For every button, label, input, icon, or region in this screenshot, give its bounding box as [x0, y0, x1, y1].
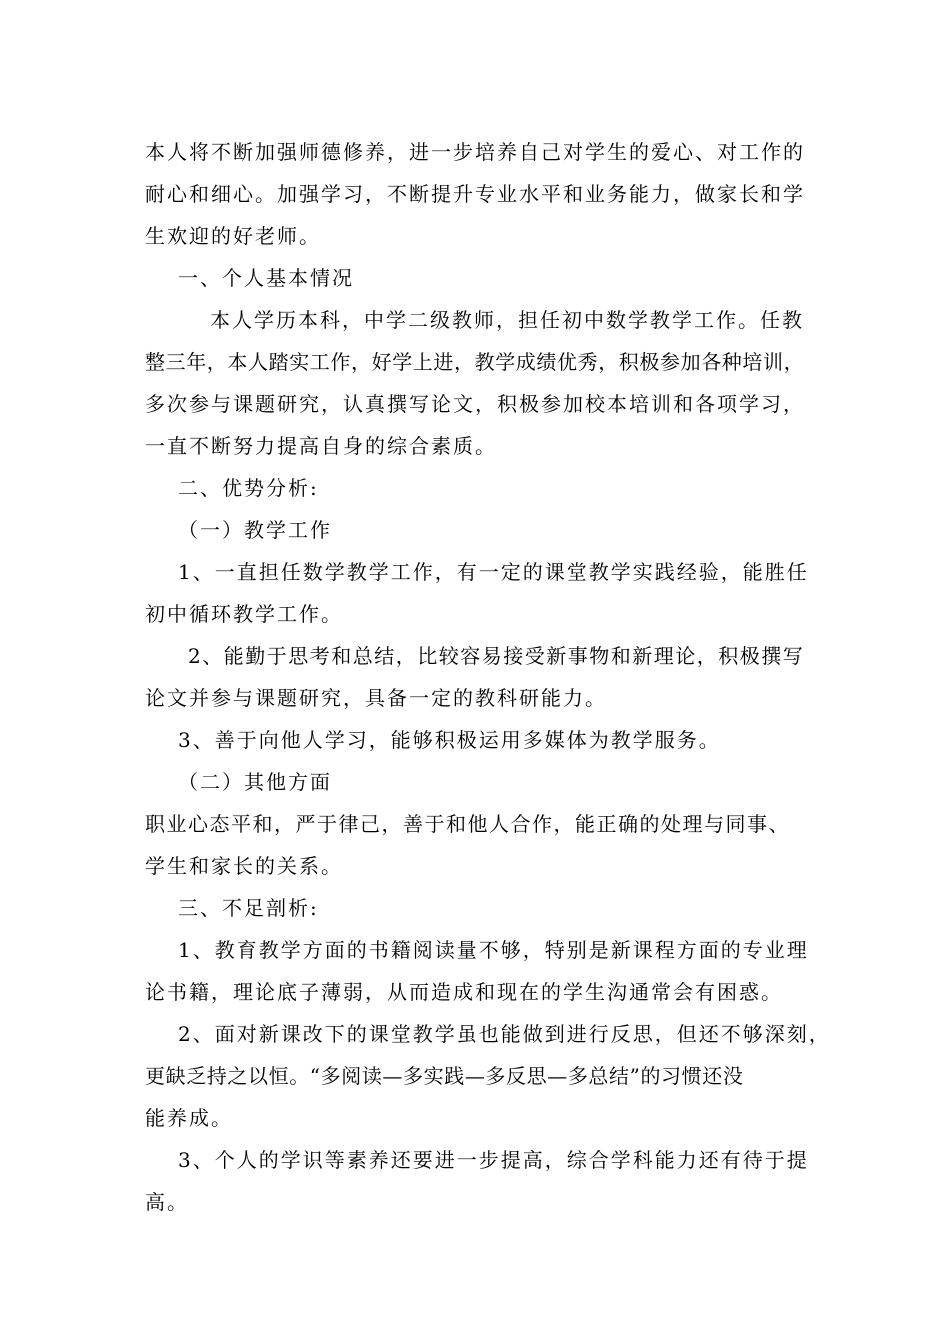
- paragraph-line: 论书籍，理论底子薄弱，从而造成和现在的学生沟通常会有困惑。: [145, 980, 783, 1004]
- section-heading: 一、个人基本情况: [178, 266, 354, 290]
- paragraph-line: 学生和家长的关系。: [145, 854, 343, 878]
- list-item: 2、面对新课改下的课堂教学虽也能做到进行反思，但还不够深刻，: [178, 1022, 831, 1046]
- list-item: 1、教育教学方面的书籍阅读量不够，特别是新课程方面的专业理: [178, 938, 809, 962]
- paragraph-line: 耐心和细心。加强学习，不断提升专业水平和业务能力，做家长和学: [145, 182, 805, 206]
- list-item: 2、能勤于思考和总结，比较容易接受新事物和新理论，积极撰写: [188, 644, 805, 668]
- section-heading: 二、优势分析:: [178, 476, 319, 500]
- list-item: 1、一直担任数学教学工作，有一定的课堂教学实践经验，能胜任: [178, 560, 809, 584]
- paragraph-line: 本人将不断加强师德修养，进一步培养自己对学生的爱心、对工作的: [145, 140, 805, 164]
- paragraph-line: 初中循环教学工作。: [145, 602, 343, 626]
- paragraph-line: 高。: [145, 1190, 189, 1214]
- subsection-heading: （二）其他方面: [178, 770, 332, 794]
- list-item: 3、善于向他人学习，能够积极运用多媒体为教学服务。: [178, 728, 721, 752]
- list-item: 3、个人的学识等素养还要进一步提高，综合学科能力还有待于提: [178, 1148, 809, 1172]
- section-heading: 三、不足剖析:: [178, 896, 319, 920]
- paragraph-line: 更缺乏持之以恒。“多阅读—多实践—多反思—多总结”的习惯还没: [145, 1064, 744, 1088]
- subsection-heading: （一）教学工作: [178, 518, 332, 542]
- paragraph-line: 论文并参与课题研究，具备一定的教科研能力。: [145, 686, 607, 710]
- paragraph-line: 生欢迎的好老师。: [145, 224, 321, 248]
- paragraph-line: 本人学历本科，中学二级教师，担任初中数学教学工作。任教: [210, 308, 804, 332]
- paragraph-line: 一直不断努力提高自身的综合素质。: [145, 434, 497, 458]
- paragraph-line: 能养成。: [145, 1106, 233, 1130]
- paragraph-line: 多次参与课题研究，认真撰写论文，积极参加校本培训和各项学习，: [145, 392, 805, 416]
- paragraph-line: 整三年，本人踏实工作，好学上进，教学成绩优秀，积极参加各种培训，: [145, 350, 805, 374]
- paragraph-line: 职业心态平和，严于律己，善于和他人合作，能正确的处理与同事、: [145, 812, 790, 836]
